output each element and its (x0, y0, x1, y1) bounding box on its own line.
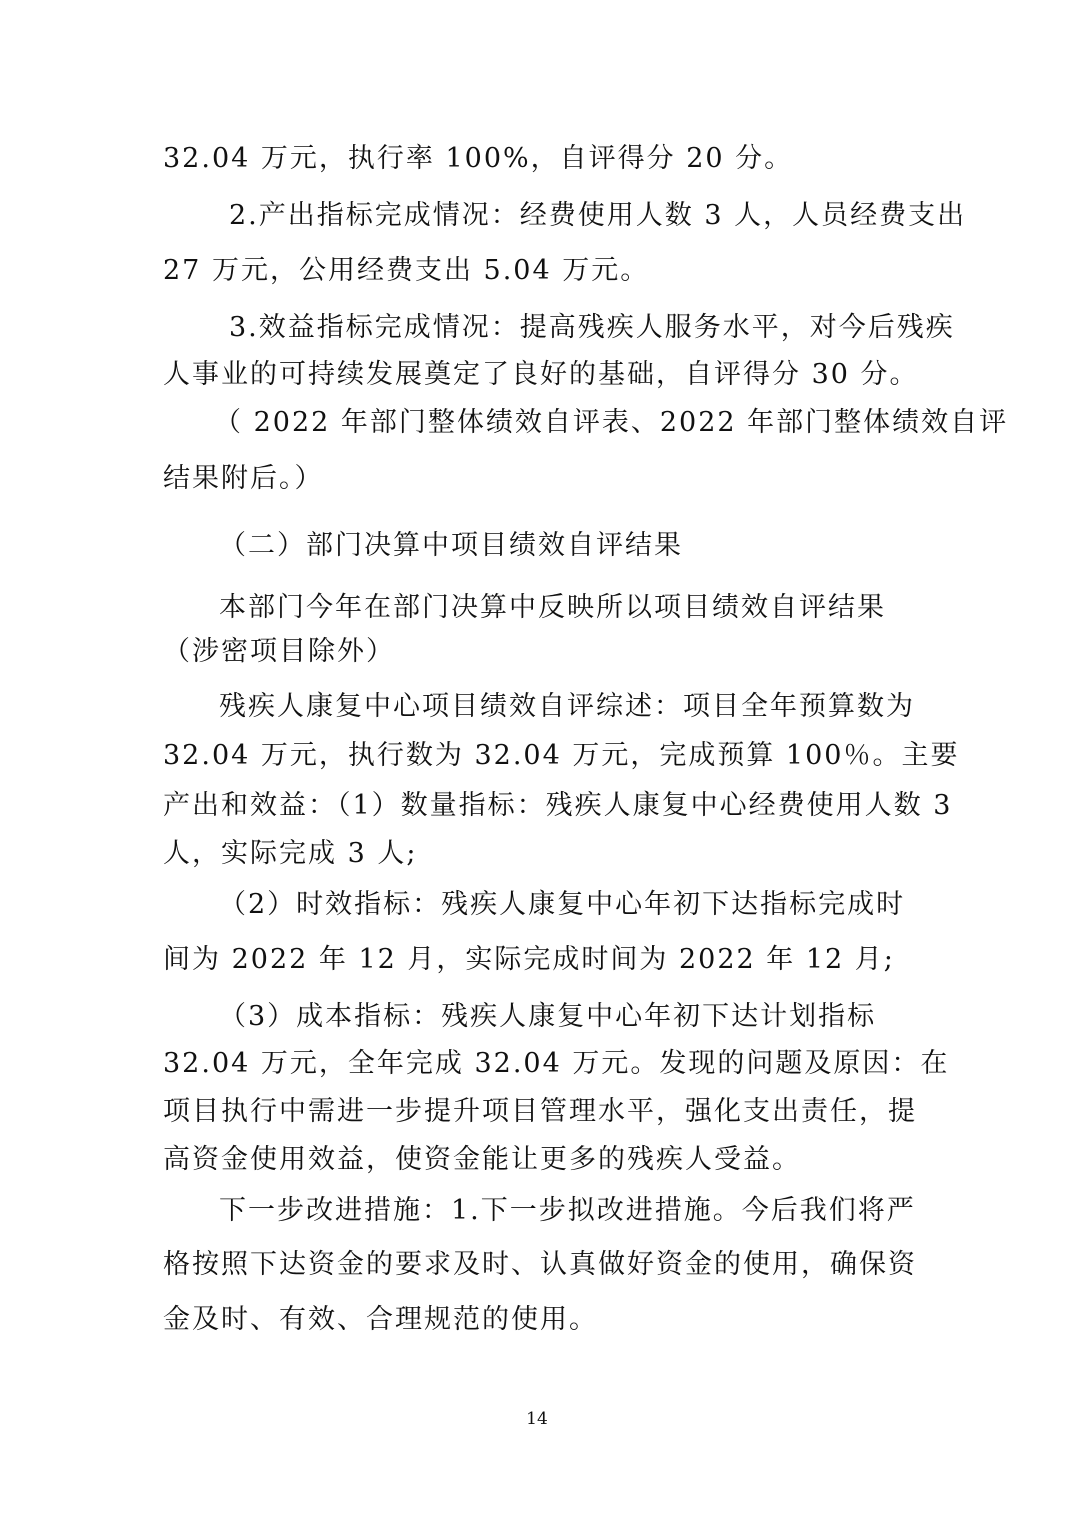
text-line: 金及时、有效、合理规范的使用。 (163, 1304, 598, 1335)
text-line: （涉密项目除外） (163, 636, 395, 667)
text-line: 3.效益指标完成情况：提高残疾人服务水平，对今后残疾 (229, 312, 955, 343)
text-line: 结果附后。） (163, 463, 324, 494)
text-line: 人，实际完成 3 人; (163, 838, 418, 869)
text-line: 32.04 万元，全年完成 32.04 万元。发现的问题及原因：在 (163, 1048, 950, 1079)
text-line: 本部门今年在部门决算中反映所以项目绩效自评结果 (219, 592, 886, 623)
section-heading: （二）部门决算中项目绩效自评结果 (219, 530, 683, 561)
text-line: 残疾人康复中心项目绩效自评综述：项目全年预算数为 (219, 691, 915, 722)
text-line: （3）成本指标：残疾人康复中心年初下达计划指标 (219, 1001, 877, 1032)
text-line: 27 万元，公用经费支出 5.04 万元。 (163, 255, 650, 286)
text-line: 人事业的可持续发展奠定了良好的基础，自评得分 30 分。 (163, 359, 919, 390)
page-number: 14 (526, 1409, 548, 1429)
text-line: 项目执行中需进一步提升项目管理水平，强化支出责任，提 (163, 1096, 917, 1127)
text-line: 2.产出指标完成情况：经费使用人数 3 人，人员经费支出 (229, 200, 967, 231)
text-line: 格按照下达资金的要求及时、认真做好资金的使用，确保资 (163, 1249, 917, 1280)
text-line: 间为 2022 年 12 月，实际完成时间为 2022 年 12 月; (163, 944, 895, 975)
text-line: 高资金使用效益，使资金能让更多的残疾人受益。 (163, 1144, 801, 1175)
text-line: 32.04 万元，执行率 100%，自评得分 20 分。 (163, 143, 794, 174)
text-line: 下一步改进措施：1.下一步拟改进措施。今后我们将严 (219, 1195, 916, 1226)
text-line: 产出和效益：（1）数量指标：残疾人康复中心经费使用人数 3 (163, 790, 953, 821)
text-line: （ 2022 年部门整体绩效自评表、2022 年部门整体绩效自评 (214, 407, 1009, 438)
text-line: 32.04 万元，执行数为 32.04 万元，完成预算 100％。主要 (163, 740, 960, 771)
text-line: （2）时效指标：残疾人康复中心年初下达指标完成时 (219, 889, 906, 920)
